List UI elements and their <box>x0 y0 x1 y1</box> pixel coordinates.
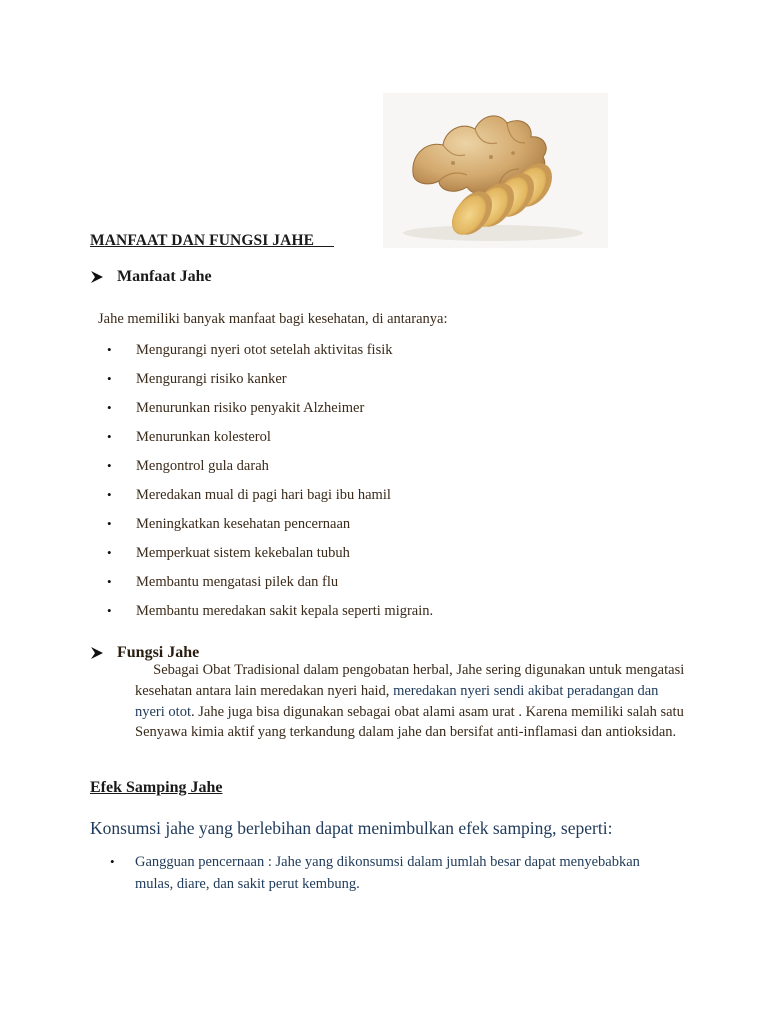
list-item: • Menurunkan kolesterol <box>107 429 271 445</box>
effects-list <box>110 851 680 895</box>
list-item: • Membantu mengatasi pilek dan flu <box>107 574 339 590</box>
arrowhead-right-icon <box>90 270 104 284</box>
list-item: • Meningkatkan kesehatan pencernaan <box>107 516 351 532</box>
list-item: • Membantu meredakan sakit kepala seperti migrain. <box>107 603 434 619</box>
bullet: • <box>107 458 112 473</box>
bullet: • <box>107 545 112 560</box>
manfaat-intro: Jahe memiliki banyak manfaat bagi kesehatan, di antaranya: <box>98 311 448 327</box>
heading-fungsi-label: Fungsi Jahe <box>117 644 200 661</box>
page-title: MANFAAT DAN FUNGSI JAHE <box>90 232 315 249</box>
list-item: • Mengurangi nyeri otot setelah aktivitas fisik <box>107 342 393 358</box>
bullet: • <box>107 516 112 531</box>
heading-efek-samping: Efek Samping Jahe <box>90 779 223 796</box>
bullet: • <box>107 487 112 502</box>
ginger-root-illustration <box>383 93 608 248</box>
efek-intro: Konsumsi jahe yang berlebihan dapat menimbulkan efek samping, seperti: <box>90 818 613 838</box>
list-item: • Menurunkan risiko penyakit Alzheimer <box>107 400 365 416</box>
arrowhead-right-icon <box>90 646 104 660</box>
heading-manfaat <box>90 268 212 286</box>
bullet: • <box>107 400 112 415</box>
bullet: • <box>110 854 115 869</box>
bullet: • <box>107 603 112 618</box>
list-item: • Mengontrol gula darah <box>107 458 269 474</box>
list-item: • Meredakan mual di pagi hari bagi ibu hamil <box>107 487 391 503</box>
fungsi-paragraph: Sebagai Obat Tradisional dalam pengobatan herbal, Jahe sering digunakan untuk mengatasi kesehatan antara lain meredakan nyeri haid, meredakan nyeri sendi akibat peradangan dan nyeri otot. Jahe juga bisa digunakan sebagai obat alami asam urat . Karena memiliki salah satu Senyawa kimia aktif yang terkandung dalam jahe dan bersifat anti-inflamasi dan antioksidan. <box>135 662 685 741</box>
ginger-photo <box>383 93 608 248</box>
bullet: • <box>107 342 112 357</box>
heading-manfaat-label: Manfaat Jahe <box>117 268 212 285</box>
benefits-list <box>107 340 433 630</box>
list-item: • Gangguan pencernaan : Jahe yang dikonsumsi dalam jumlah besar dapat menyebabkan mulas, diare, dan sakit perut kembung. <box>110 851 680 895</box>
list-item: • Memperkuat sistem kekebalan tubuh <box>107 545 350 561</box>
nyeri-sendi-text: meredakan nyeri sendi akibat peradangan dan nyeri otot <box>135 682 659 720</box>
bullet: • <box>107 429 112 444</box>
list-item: • Mengurangi risiko kanker <box>107 371 287 387</box>
bullet: • <box>107 371 112 386</box>
bullet: • <box>107 574 112 589</box>
